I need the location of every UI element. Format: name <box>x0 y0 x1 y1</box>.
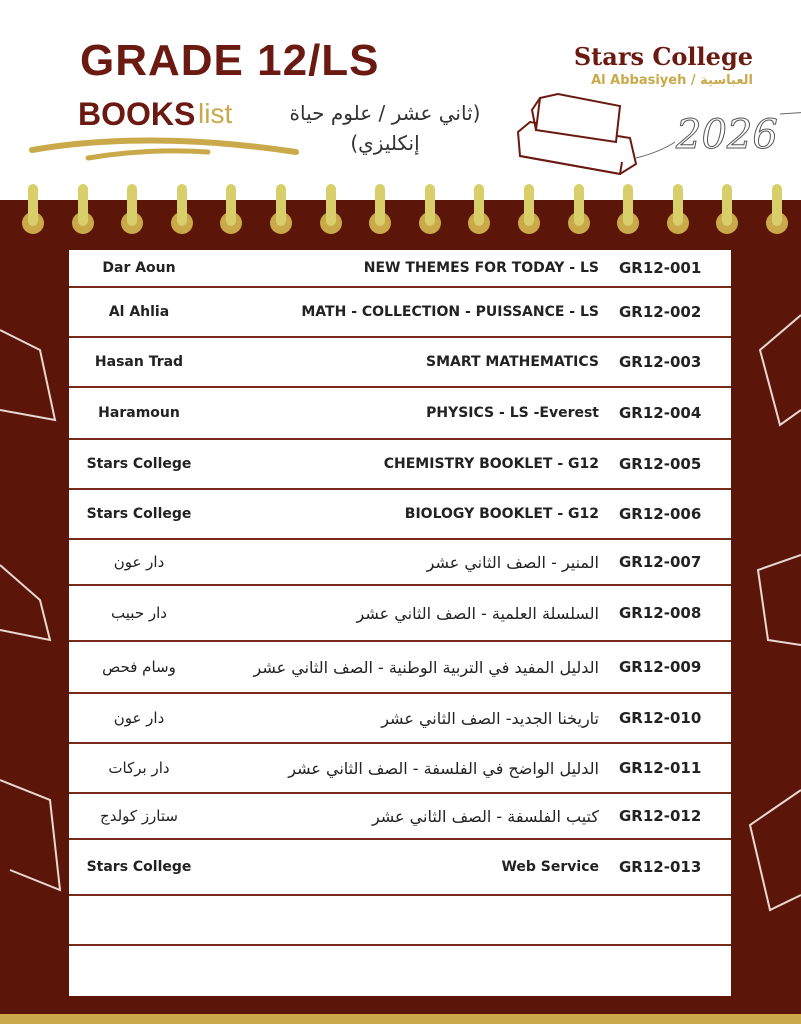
table-row <box>69 642 731 694</box>
book-title-cell: كتيب الفلسفة - الصف الثاني عشر <box>371 806 599 826</box>
book-doodle-icon <box>748 550 801 650</box>
publisher-cell: Stars College <box>86 456 192 472</box>
book-code-cell: GR12-013 <box>619 858 702 876</box>
binding-ring <box>518 184 540 240</box>
page-title: GRADE 12/LS <box>80 36 380 85</box>
publisher-cell: دار حبيب <box>111 604 167 622</box>
binding-ring <box>468 184 490 240</box>
book-title-cell: الدليل الواضح في الفلسفة - الصف الثاني عشر <box>288 758 599 778</box>
binding-ring <box>320 184 342 240</box>
book-code-cell: GR12-010 <box>619 709 702 727</box>
binding-ring <box>72 184 94 240</box>
binding-ring <box>419 184 441 240</box>
book-title-cell: Web Service <box>501 859 599 875</box>
swoosh-decoration <box>28 130 308 162</box>
table-row <box>69 744 731 794</box>
publisher-cell: وسام فحص <box>102 658 176 676</box>
book-code-cell: GR12-001 <box>619 259 702 277</box>
book-code-cell: GR12-007 <box>619 553 702 571</box>
book-doodle-icon <box>0 560 55 650</box>
binding-ring <box>270 184 292 240</box>
binding-ring <box>369 184 391 240</box>
book-title-cell: MATH - COLLECTION - PUISSANCE - LS <box>301 304 599 320</box>
books-table <box>69 250 731 996</box>
binding-ring <box>121 184 143 240</box>
binding-ring <box>220 184 242 240</box>
arabic-subtitle: (ثاني عشر / علوم حياة إنكليزي) <box>289 101 481 155</box>
brand-name: Stars College <box>573 42 753 71</box>
book-title-cell: الدليل المفيد في التربية الوطنية - الصف الثاني عشر <box>253 657 599 677</box>
publisher-cell: دار عون <box>113 709 165 727</box>
table-row <box>69 586 731 642</box>
book-title-cell: PHYSICS - LS -Everest <box>426 405 599 421</box>
book-doodle-icon <box>0 320 60 430</box>
table-row <box>69 250 731 288</box>
book-title-cell: NEW THEMES FOR TODAY - LS <box>363 260 599 276</box>
binding-ring <box>716 184 738 240</box>
publisher-cell: Al Ahlia <box>108 304 170 320</box>
book-doodle-icon <box>740 785 801 915</box>
publisher-cell: دار عون <box>113 553 165 571</box>
brand-logo <box>574 42 753 88</box>
table-row <box>69 540 731 586</box>
table-row <box>69 440 731 490</box>
binding-ring <box>667 184 689 240</box>
table-row <box>69 388 731 440</box>
binding-ring <box>171 184 193 240</box>
book-title-cell: CHEMISTRY BOOKLET - G12 <box>383 456 599 472</box>
header-area <box>0 0 801 200</box>
list-label: list <box>198 98 233 129</box>
binding-ring <box>568 184 590 240</box>
publisher-cell: Hasan Trad <box>94 354 184 370</box>
book-title-cell: تاريخنا الجديد- الصف الثاني عشر <box>381 708 599 728</box>
publisher-cell: Stars College <box>86 506 192 522</box>
table-row <box>69 794 731 840</box>
book-doodle-icon <box>750 310 801 430</box>
empty-row <box>69 896 731 946</box>
binding-ring <box>617 184 639 240</box>
book-code-cell: GR12-002 <box>619 303 702 321</box>
table-row <box>69 338 731 388</box>
table-row <box>69 840 731 896</box>
table-row <box>69 490 731 540</box>
book-code-cell: GR12-008 <box>619 604 702 622</box>
publisher-cell: دار بركات <box>108 759 170 777</box>
book-code-cell: GR12-006 <box>619 505 702 523</box>
binding-ring <box>766 184 788 240</box>
book-code-cell: GR12-004 <box>619 404 702 422</box>
book-code-cell: GR12-009 <box>619 658 702 676</box>
book-code-cell: GR12-003 <box>619 353 702 371</box>
table-row <box>69 288 731 338</box>
book-code-cell: GR12-011 <box>619 759 702 777</box>
publisher-cell: Stars College <box>86 859 192 875</box>
book-title-cell: SMART MATHEMATICS <box>426 354 599 370</box>
empty-row <box>69 946 731 995</box>
book-code-cell: GR12-012 <box>619 807 702 825</box>
year-label: 2026 <box>676 112 778 158</box>
publisher-cell: ستارز كولدج <box>100 807 178 825</box>
brand-location: Al Abbasiyeh / العباسية <box>591 73 753 88</box>
table-row <box>69 694 731 744</box>
book-title-cell: BIOLOGY BOOKLET - G12 <box>404 506 599 522</box>
publisher-cell: Haramoun <box>98 405 180 421</box>
book-doodle-icon <box>0 770 65 900</box>
footer-stripe <box>0 1014 801 1024</box>
book-title-cell: السلسلة العلمية - الصف الثاني عشر <box>356 603 599 623</box>
publisher-cell: Dar Aoun <box>102 260 176 276</box>
book-title-cell: المنير - الصف الثاني عشر <box>426 552 599 572</box>
books-label: BOOKS <box>78 96 196 132</box>
book-code-cell: GR12-005 <box>619 455 702 473</box>
binding-ring <box>22 184 44 240</box>
